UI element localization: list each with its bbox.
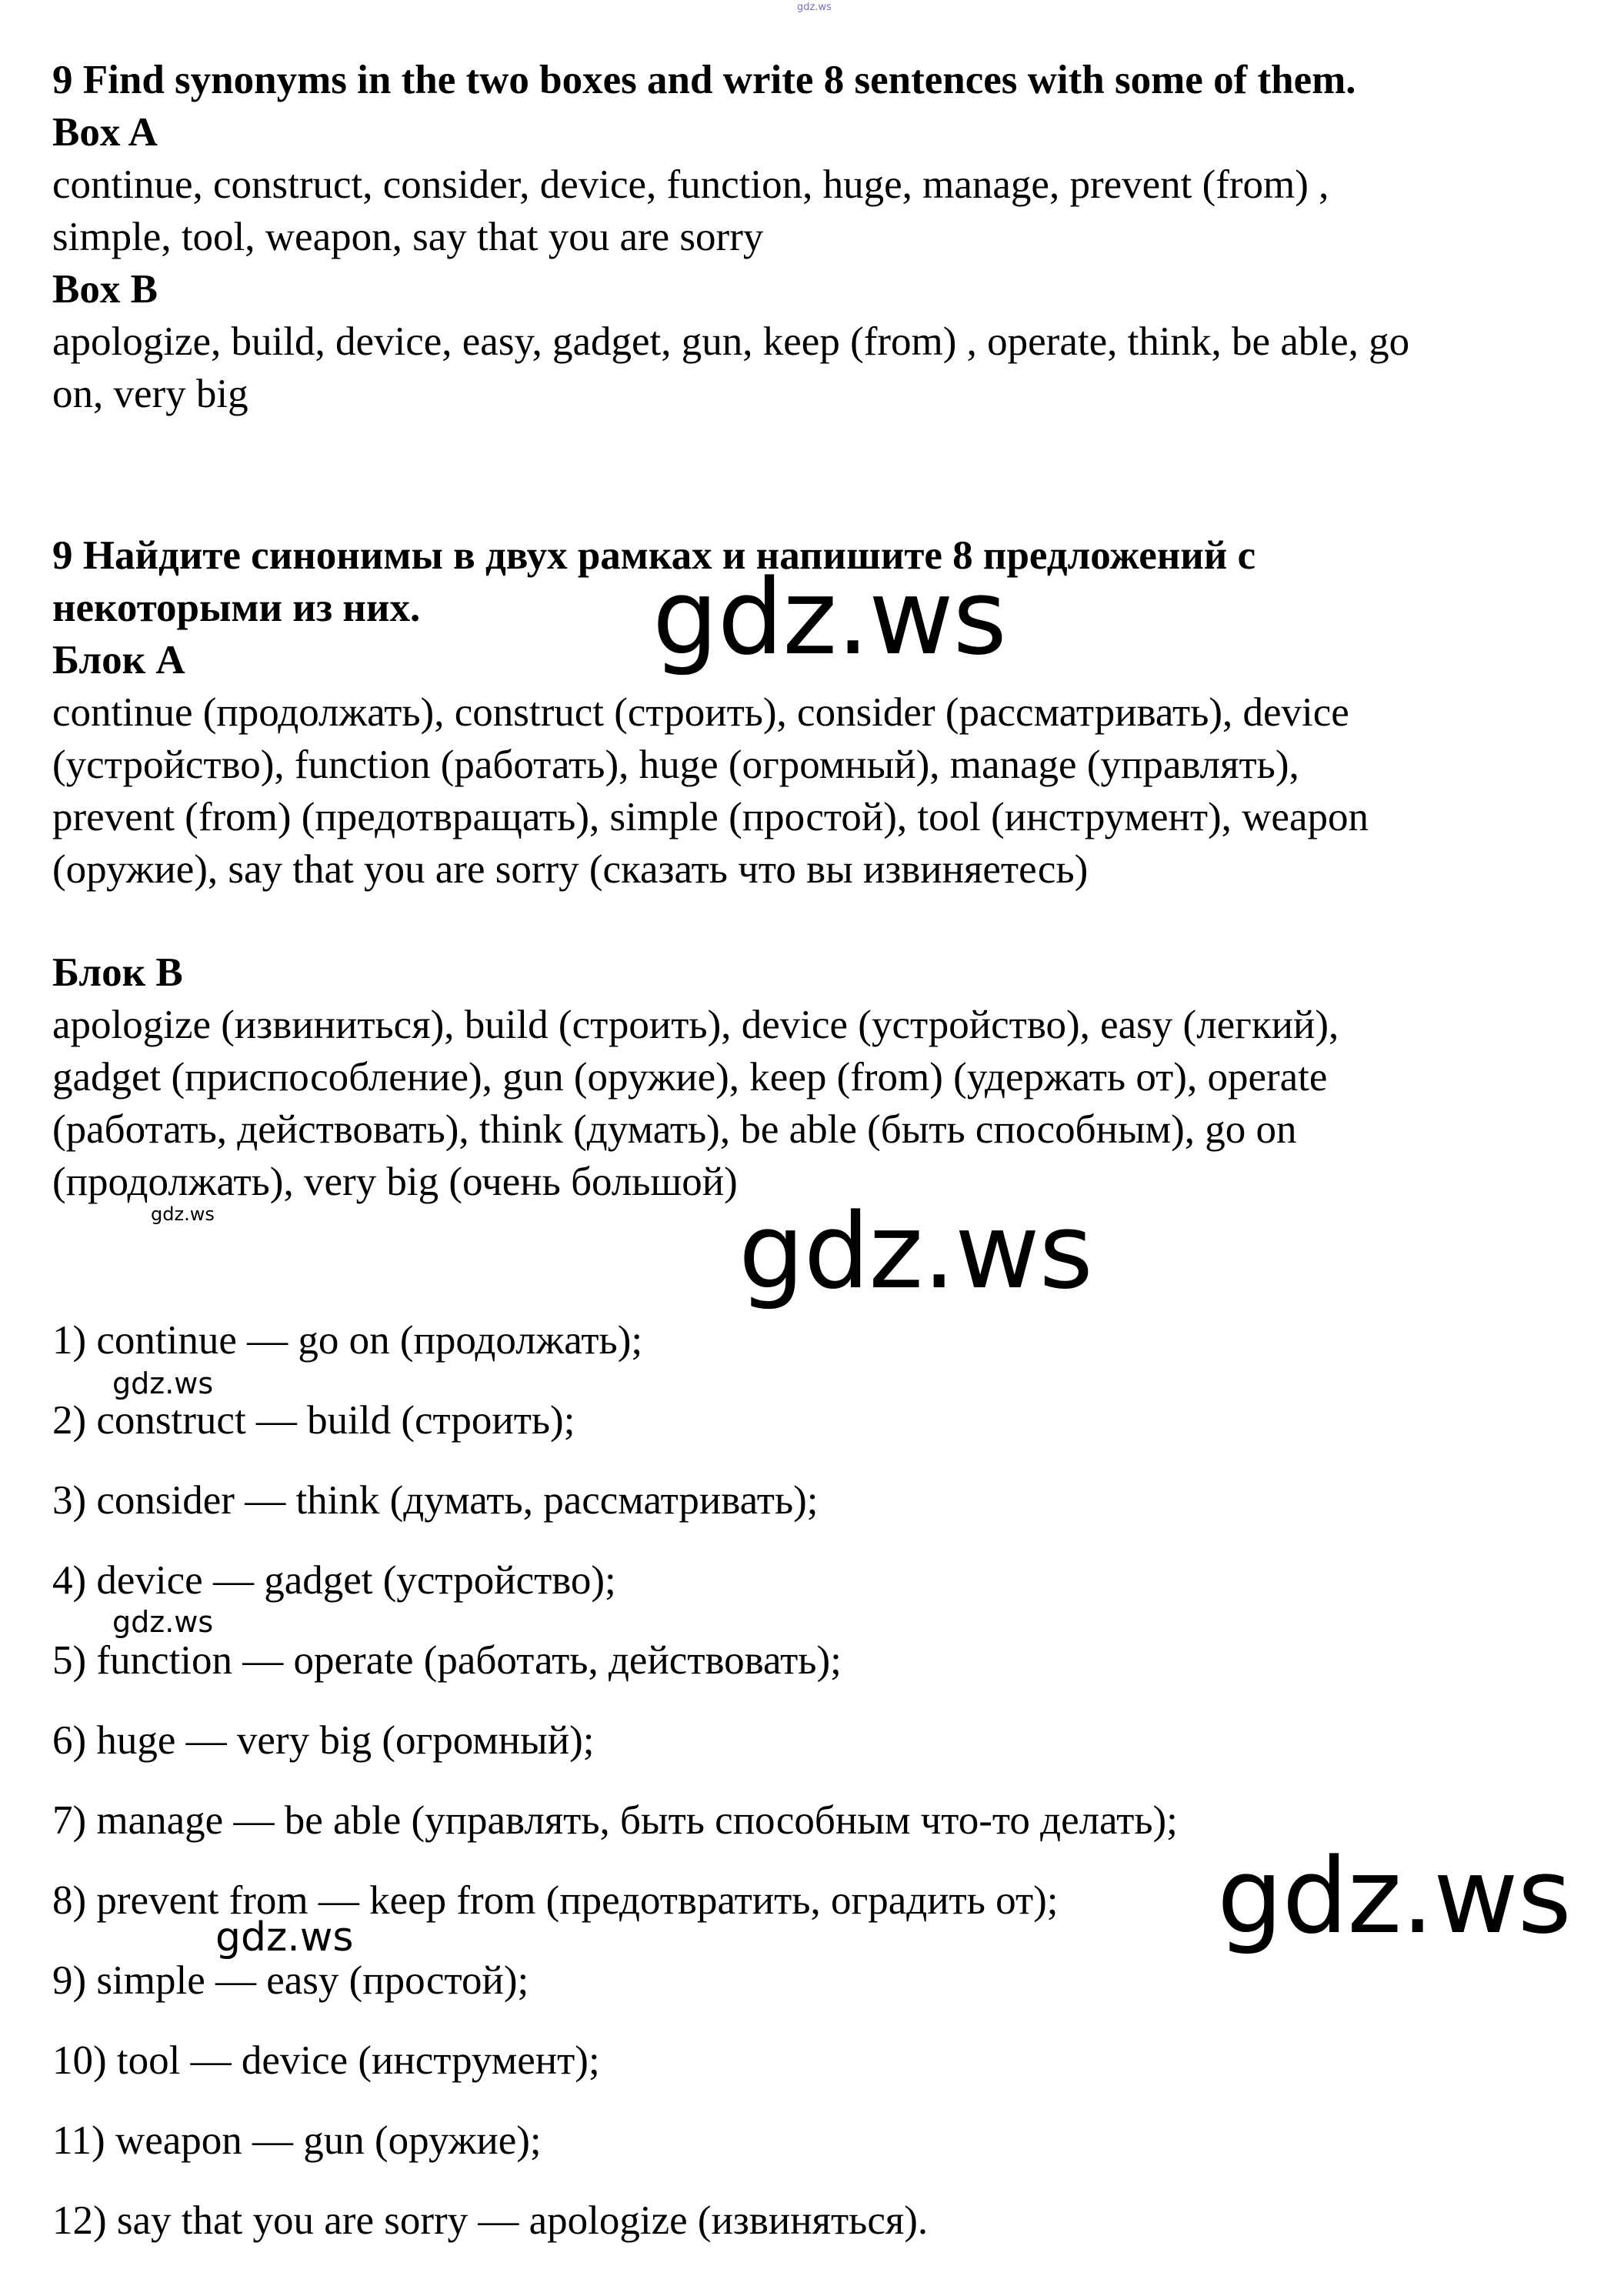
watermark-large: gdz.ws bbox=[739, 1191, 1092, 1312]
watermark-large: gdz.ws bbox=[1217, 1836, 1571, 1957]
watermark-top-tiny: gdz.ws bbox=[797, 2, 832, 13]
block-a-label: Блок A bbox=[52, 638, 185, 682]
block-a-line: (устройство), function (работать), huge (огромный), manage (управлять), bbox=[52, 743, 1299, 787]
block-a-line: continue (продолжать), construct (строить), consider (рассматривать), device bbox=[52, 690, 1349, 735]
box-a-label: Box A bbox=[52, 110, 158, 155]
english-section bbox=[52, 54, 1583, 420]
watermark-medium: gdz.ws bbox=[112, 1605, 214, 1639]
box-b-label: Box B bbox=[52, 267, 158, 312]
block-a-line: prevent (from) (предотвращать), simple (простой), tool (инструмент), weapon bbox=[52, 795, 1369, 839]
watermark-small: gdz.ws bbox=[151, 1203, 215, 1225]
answer-item: 3) consider — think (думать, рассматривать); bbox=[52, 1478, 819, 1523]
box-a-line: simple, tool, weapon, say that you are sorry bbox=[52, 215, 764, 259]
english-heading: 9 Find synonyms in the two boxes and write 8 sentences with some of them. bbox=[52, 58, 1356, 102]
answer-item: 7) manage — be able (управлять, быть способным что-то делать); bbox=[52, 1798, 1178, 1843]
answer-item: 10) tool — device (инструмент); bbox=[52, 2038, 600, 2083]
answer-item: 12) say that you are sorry — apologize (извиняться). bbox=[52, 2198, 929, 2243]
block-b-line: (работать, действовать), think (думать), be able (быть способным), go on bbox=[52, 1107, 1297, 1152]
russian-heading-line: некоторыми из них. bbox=[52, 586, 421, 630]
answer-item: 8) prevent from — keep from (предотвратить, оградить от); bbox=[52, 1878, 1059, 1923]
block-b-label: Блок B bbox=[52, 950, 183, 995]
answer-item: 9) simple — easy (простой); bbox=[52, 1958, 529, 2003]
box-a-line: continue, construct, consider, device, function, huge, manage, prevent (from) , bbox=[52, 162, 1329, 207]
answer-item: 5) function — operate (работать, действовать); bbox=[52, 1638, 842, 1683]
russian-section-b bbox=[52, 946, 1583, 1208]
block-b-line: gadget (приспособление), gun (оружие), keep (from) (удержать от), operate bbox=[52, 1055, 1328, 1100]
answer-item: 11) weapon — gun (оружие); bbox=[52, 2118, 542, 2163]
block-a-line: (оружие), say that you are sorry (сказать что вы извиняетесь) bbox=[52, 847, 1089, 892]
watermark-large: gdz.ws bbox=[652, 557, 1006, 678]
block-b-line: apologize (извиниться), build (строить), device (устройство), easy (легкий), bbox=[52, 1003, 1339, 1047]
answer-item: 1) continue — go on (продолжать); bbox=[52, 1318, 643, 1363]
russian-heading-line: 9 Найдите синонимы в двух рамках и напишите 8 предложений с bbox=[52, 533, 1256, 578]
watermark-medium: gdz.ws bbox=[112, 1367, 214, 1400]
box-b-line: apologize, build, device, easy, gadget, gun, keep (from) , operate, think, be able, go bbox=[52, 319, 1410, 364]
answer-item: 2) construct — build (строить); bbox=[52, 1398, 575, 1443]
block-b-line: (продолжать), very big (очень большой) bbox=[52, 1160, 738, 1204]
answer-item: 6) huge — very big (огромный); bbox=[52, 1718, 595, 1763]
answer-item: 4) device — gadget (устройство); bbox=[52, 1558, 616, 1603]
watermark-medium: gdz.ws bbox=[215, 1914, 354, 1961]
box-b-line: on, very big bbox=[52, 372, 248, 416]
